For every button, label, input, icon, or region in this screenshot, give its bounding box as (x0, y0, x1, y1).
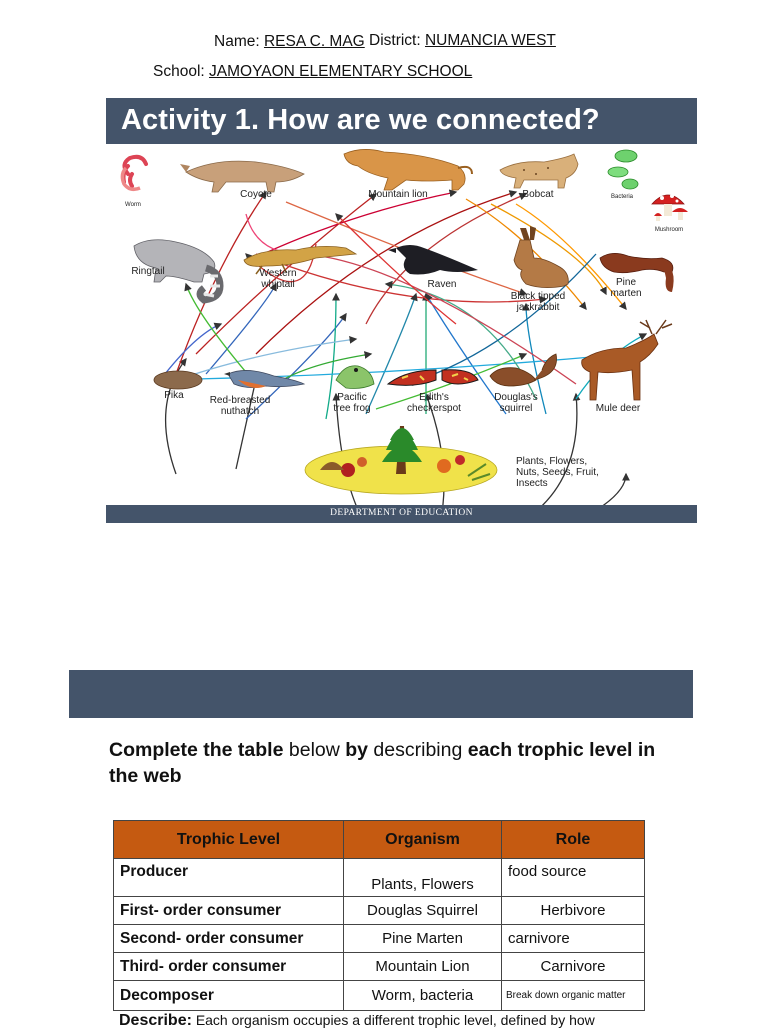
instructions-part-4: describing (373, 739, 463, 761)
ringtail-label: Ringtail (131, 266, 165, 277)
role-cell[interactable]: Carnivore (502, 953, 645, 981)
mule-deer-label: Mule deer (595, 403, 641, 414)
organism-cell[interactable]: Pine Marten (344, 925, 502, 953)
douglas-squirrel-icon (490, 354, 557, 386)
checkerspot-label-1: Edith's (419, 392, 449, 403)
table-header-row (114, 821, 645, 859)
bobcat-label: Bobcat (522, 189, 554, 200)
school-value: JAMOYAON ELEMENTARY SCHOOL (209, 63, 473, 80)
western-whiptail-label-1: Western (259, 268, 297, 279)
mule-deer-icon (582, 320, 672, 400)
bobcat-icon (500, 154, 578, 188)
food-web-slide (106, 98, 697, 523)
name-field (214, 33, 365, 51)
pika-label: Pika (164, 390, 184, 401)
instructions-part-5: each trophic level in the web (109, 739, 656, 787)
worm-icon (122, 157, 146, 189)
checkerspot-label-2: checkerspot (407, 403, 461, 414)
trophic-level-table (113, 820, 645, 1011)
douglas-squirrel-label-1: Douglas's (494, 392, 538, 403)
describe-text[interactable]: Each organism occupies a different trophic level, defined by how (195, 1012, 595, 1028)
name-label: Name: (214, 33, 260, 50)
bacteria-label: Bacteria (610, 194, 634, 200)
trophic-level-cell: First- order consumer (114, 897, 344, 925)
instructions (109, 737, 669, 789)
table-row (114, 953, 645, 981)
describe-label: Describe: (119, 1012, 192, 1029)
role-cell[interactable]: Herbivore (502, 897, 645, 925)
nuthatch-label-2: nuthatch (220, 406, 260, 417)
section-banner (69, 670, 693, 718)
pika-icon (154, 371, 202, 389)
role-cell[interactable]: carnivore (502, 925, 645, 953)
coyote-label: Coyote (240, 189, 272, 200)
tree-frog-icon (336, 366, 374, 389)
western-whiptail-label-2: whiptail (261, 279, 295, 290)
district-value: NUMANCIA WEST (424, 32, 556, 49)
plants-label-1: Plants, Flowers, (516, 456, 588, 467)
mushroom-icon (652, 194, 688, 221)
table-row (114, 859, 645, 897)
instructions-part-3: by (339, 739, 374, 761)
slide-footer-text: DEPARTMENT OF EDUCATION (330, 508, 473, 518)
jackrabbit-icon (514, 226, 568, 288)
header-organism: Organism (344, 821, 502, 859)
mountain-lion-icon (344, 149, 472, 190)
nuthatch-icon (224, 370, 304, 388)
organism-cell[interactable]: Plants, Flowers (344, 859, 502, 897)
trophic-level-cell: Third- order consumer (114, 953, 344, 981)
instructions-part-1: Complete the table (109, 739, 289, 761)
trophic-level-cell: Decomposer (114, 981, 344, 1011)
slide-title-bar (106, 98, 697, 144)
name-value: RESA C. MAG (263, 33, 365, 50)
bacteria-icon (608, 150, 638, 189)
trophic-level-cell: Second- order consumer (114, 925, 344, 953)
mushroom-label: Mushroom (654, 227, 684, 233)
district-label: District: (369, 32, 421, 49)
raven-icon (388, 245, 478, 275)
mountain-lion-label: Mountain lion (368, 189, 428, 200)
header-trophic-level: Trophic Level (114, 821, 344, 859)
douglas-squirrel-label-2: squirrel (499, 403, 533, 414)
pine-marten-label-1: Pine (615, 277, 637, 288)
nuthatch-label-1: Red-breasted (209, 395, 271, 406)
food-web-diagram (106, 144, 697, 505)
tree-frog-label-1: Pacific (337, 392, 367, 403)
table-row (114, 981, 645, 1011)
plants-label-3: Insects (516, 478, 548, 489)
table-row (114, 925, 645, 953)
pine-marten-label-2: marten (610, 288, 642, 299)
slide-title: Activity 1. How are we connected? (121, 104, 600, 136)
raven-label: Raven (427, 279, 457, 290)
organism-cell[interactable]: Worm, bacteria (344, 981, 502, 1011)
tree-frog-label-2: tree frog (333, 403, 371, 414)
jackrabbit-label-1: Black tipped (510, 291, 566, 302)
coyote-icon (180, 161, 304, 192)
organism-cell[interactable]: Mountain Lion (344, 953, 502, 981)
plants-label-2: Nuts, Seeds, Fruit, (516, 467, 599, 478)
school-field (153, 63, 472, 81)
table-row (114, 897, 645, 925)
checkerspot-icon (388, 370, 478, 386)
header-role: Role (502, 821, 645, 859)
describe-line (119, 1012, 595, 1030)
pine-marten-icon (600, 253, 674, 292)
role-cell[interactable]: food source (502, 859, 645, 897)
instructions-part-2: below (288, 739, 340, 761)
jackrabbit-label-2: jackrabbit (516, 302, 560, 313)
school-label: School: (153, 63, 205, 80)
worm-label: Worm (125, 202, 141, 208)
trophic-level-cell: Producer (114, 859, 344, 897)
role-cell[interactable]: Break down organic matter (502, 981, 645, 1011)
organism-cell[interactable]: Douglas Squirrel (344, 897, 502, 925)
slide-footer-bar (106, 505, 697, 523)
district-field (369, 32, 556, 50)
plants-icon (305, 426, 497, 494)
